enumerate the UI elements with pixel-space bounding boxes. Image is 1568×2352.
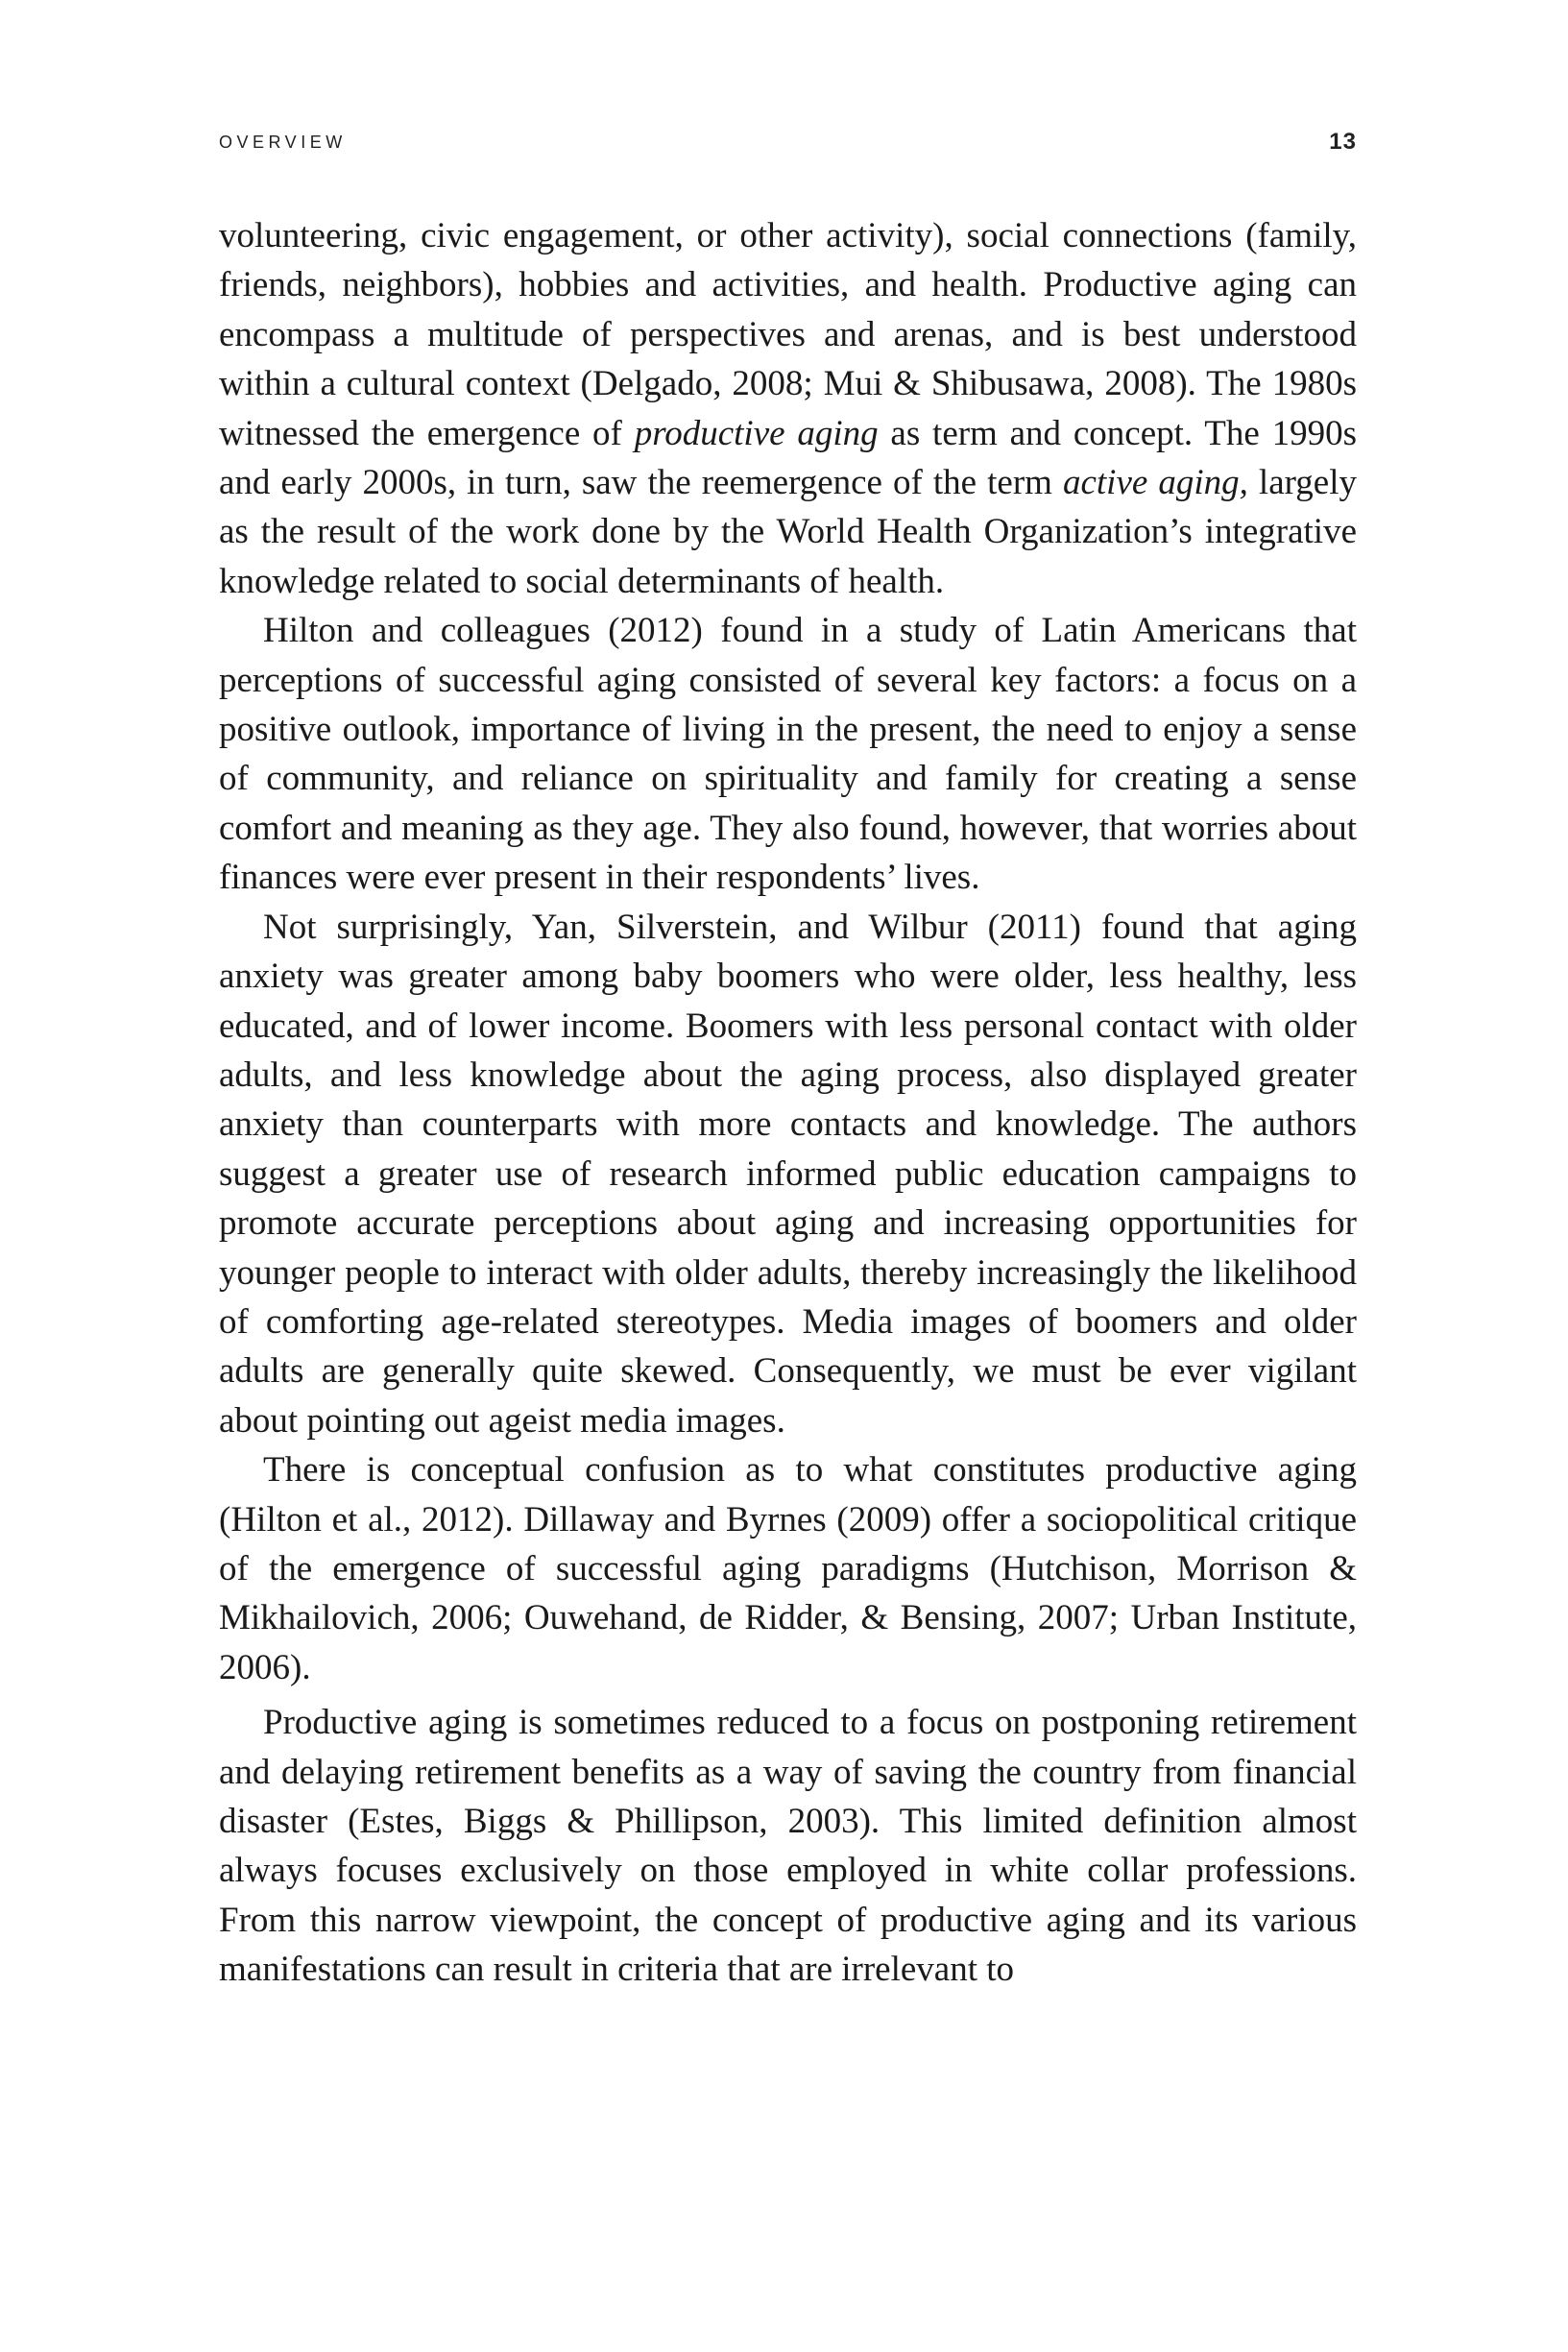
paragraph xyxy=(219,606,1357,902)
text-segment: Not surprisingly, Yan, Silverstein, and Wilbur (2011) found that aging anxiety was greater among baby boomers who were older, less healthy, less educated, and of lower income. Boomers with less personal contact with older adults, and less knowledge about the aging process, also displayed greater anxiety than counterparts with more contacts and knowledge. The authors suggest a greater use of research informed public education campaigns to promote accurate perceptions about aging and increasing opportunities for younger people to interact with older adults, thereby increasingly the likelihood of comforting age-related stereotypes. Media images of boomers and older adults are generally quite skewed. Consequently, we must be ever vigilant about pointing out ageist media images. xyxy=(219,907,1357,1441)
text-segment: as term and concept. The 1990s and early 2000s, in turn, saw the reemergence of the term xyxy=(219,413,1357,503)
text-segment: Hilton and colleagues (2012) found in a study of Latin Americans that perceptions of successful aging consisted of several key factors: a focus on a positive outlook, importance of living in the present, the need to enjoy a sense of community, and reliance on spirituality and family for creating a sense comfort and meaning as they age. They also found, however, that worries about finances were ever present in their respondents’ lives. xyxy=(219,611,1357,898)
body-text xyxy=(219,211,1357,1995)
text-segment: volunteering, civic engagement, or other activity), social connections (family, friends, neighbors), hobbies and activities, and health. Productive aging can encompass a multitude of perspectives and arenas, and is best understood within a cultural context (Delgado, 2008; Mui & Shibusawa, 2008). The 1980s witnessed the emergence of xyxy=(219,216,1357,453)
text-segment: There is conceptual confusion as to what constitutes productive aging (Hilton et al., 2012). Dillaway and Byrnes (2009) offer a sociopolitical critique of the emergence of successful aging paradigms (Hutchison, Morrison & Mikhailovich, 2006; Ouwehand, de Ridder, & Bensing, 2007; Urban Institute, 2006). xyxy=(219,1450,1357,1687)
running-head-section: OVERVIEW xyxy=(219,133,347,152)
paragraph xyxy=(219,211,1357,606)
italic-term-active-aging: active aging, xyxy=(1062,463,1248,503)
paragraph xyxy=(219,1698,1357,1994)
text-segment: Productive aging is sometimes reduced to a focus on postponing retirement and delaying retirement benefits as a way of saving the country from financial disaster (Estes, Biggs & Phillipson, 2003). This limited definition almost always focuses exclusively on those employed in white collar professions. From this narrow viewpoint, the concept of productive aging and its various manifestations can result in criteria that are irrelevant to xyxy=(219,1703,1357,1990)
text-segment: largely as the result of the work done by the World Health Organization’s integrative knowledge related to social determinants of health. xyxy=(219,463,1357,601)
running-head xyxy=(219,131,1357,159)
page-number: 13 xyxy=(1329,129,1357,155)
paragraph xyxy=(219,1445,1357,1692)
italic-term-productive-aging: productive aging xyxy=(634,413,879,453)
paragraph xyxy=(219,903,1357,1445)
